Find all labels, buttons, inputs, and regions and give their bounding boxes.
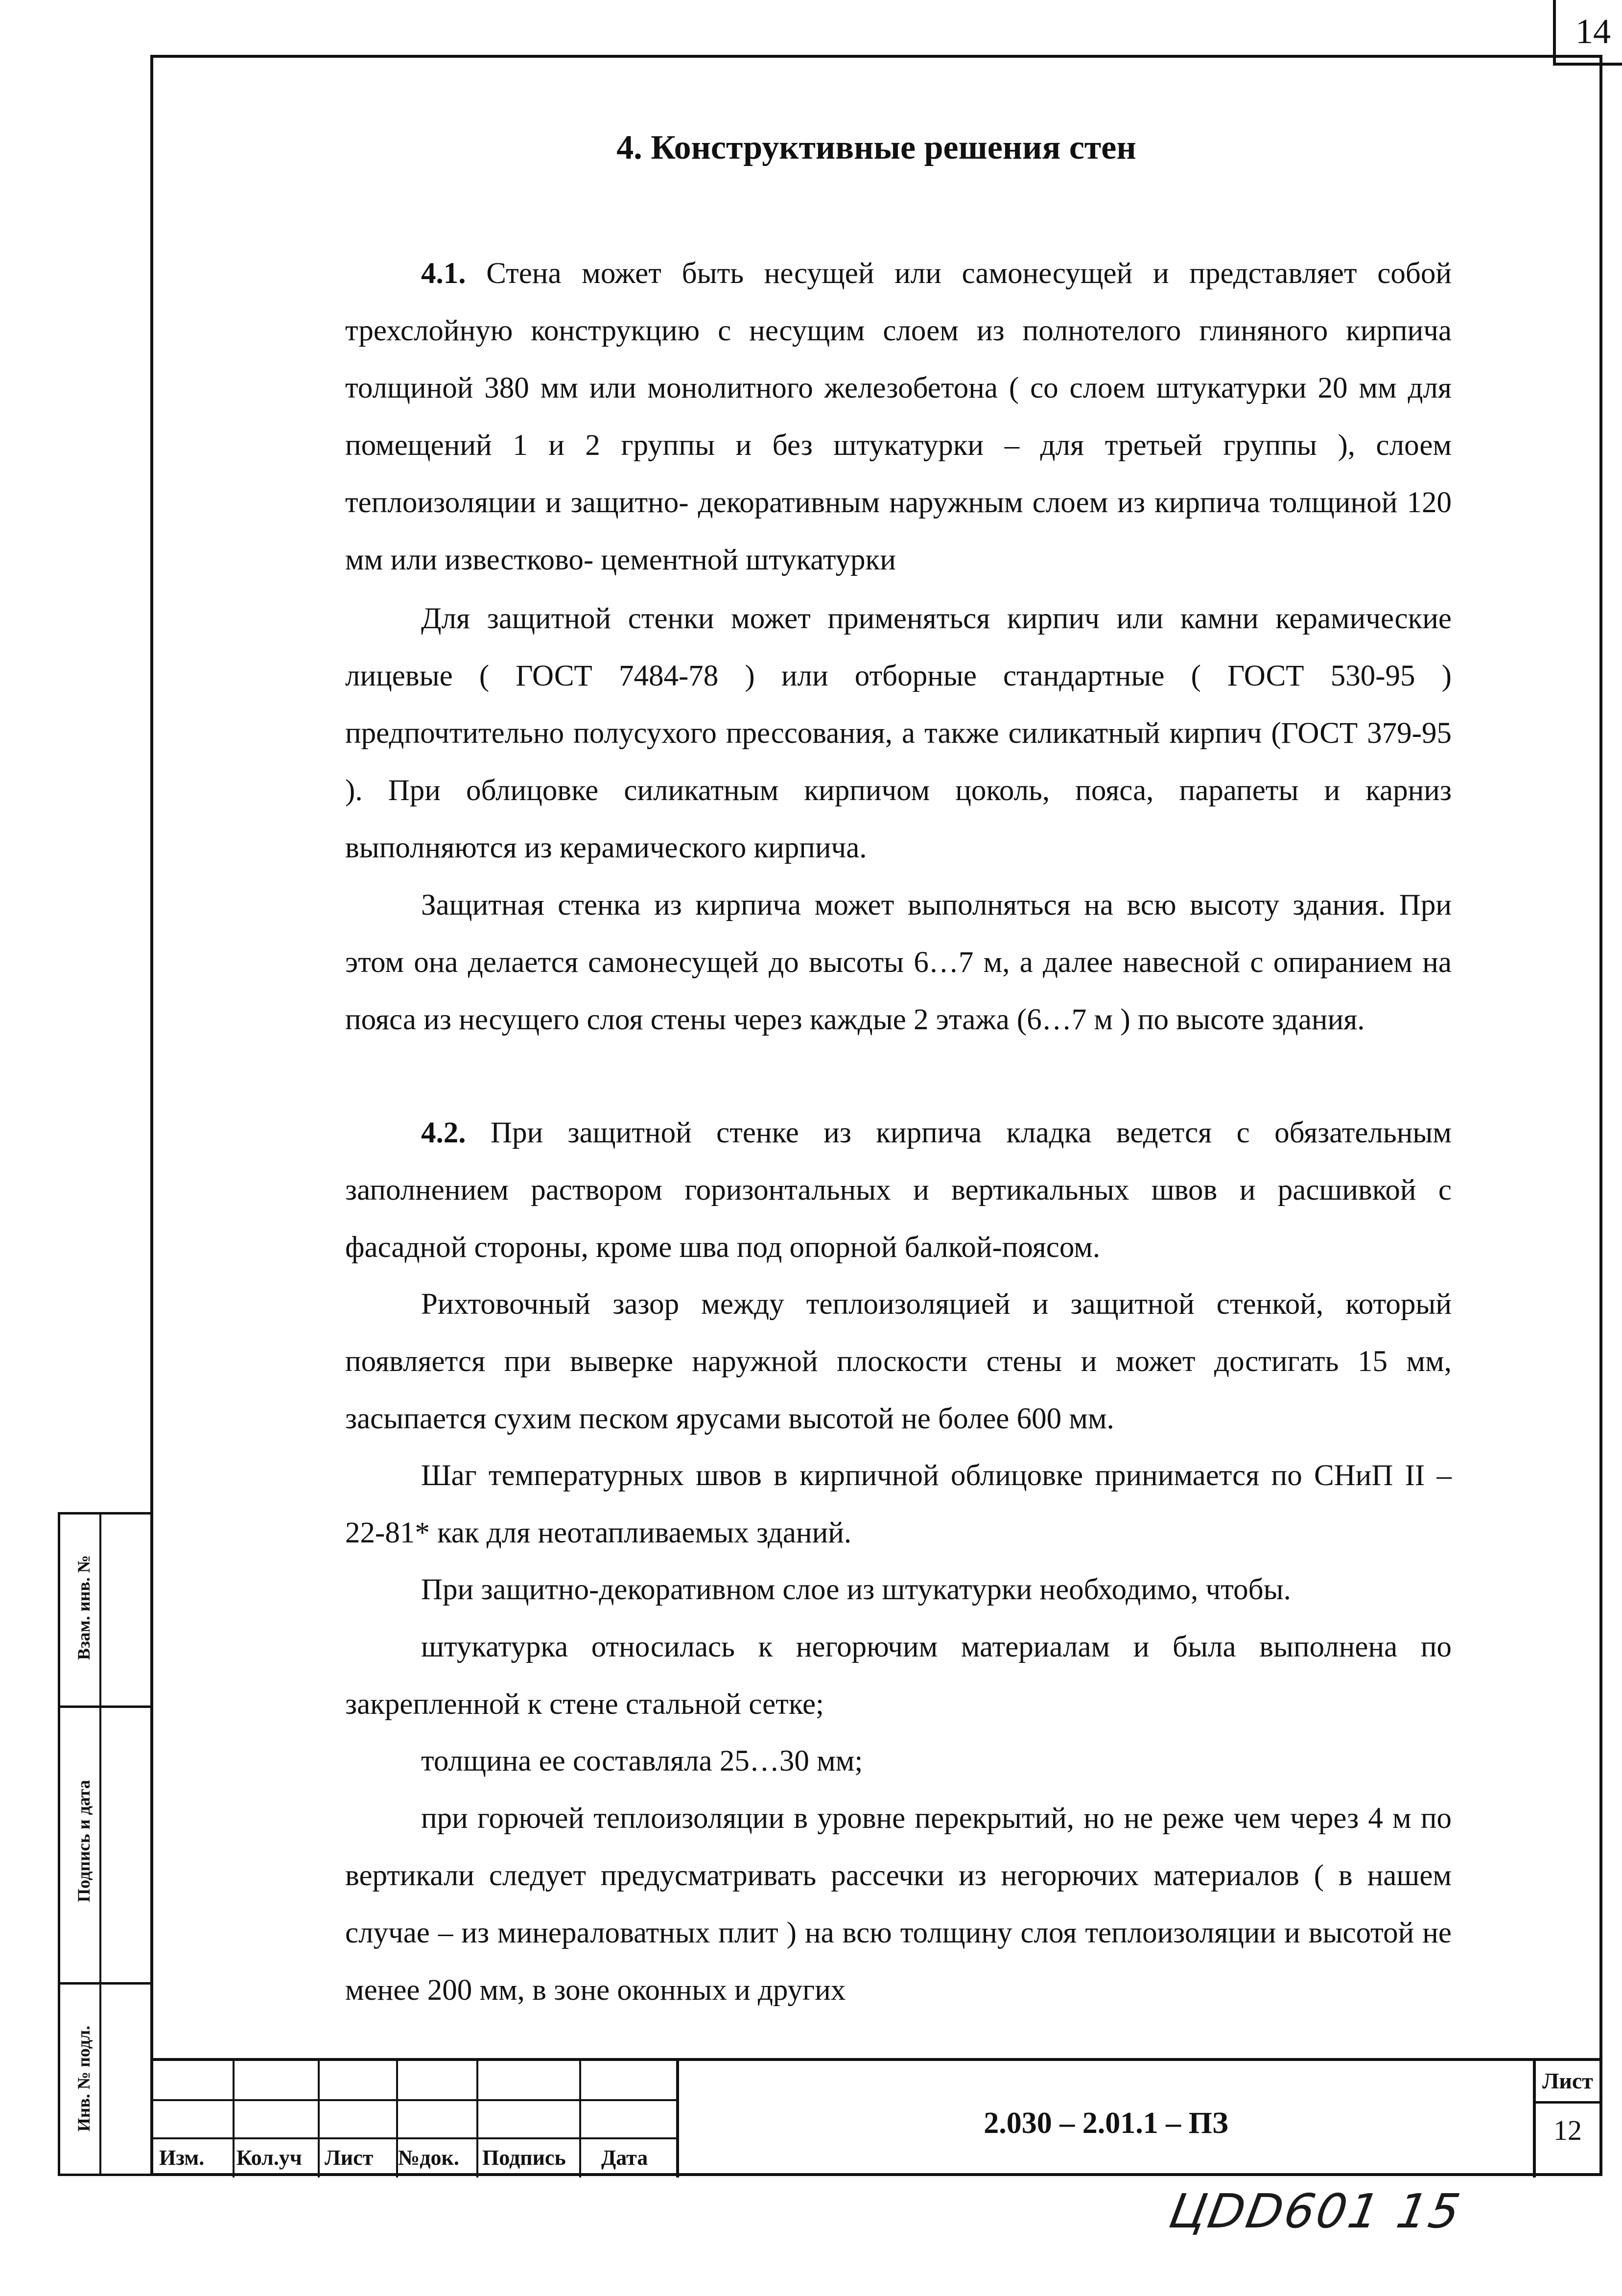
grid-line: [476, 2061, 478, 2178]
handwritten-note: ЦDD601 15: [1165, 2184, 1466, 2239]
paragraph-joints: Шаг температурных швов в кирпичной облицовке принимается по СНиП II – 22-81* как для неотапливаемых зданий.: [345, 1459, 1452, 1549]
corner-page-number: 14: [1575, 12, 1611, 51]
side-label-original-inv: Инв. № подл.: [74, 2025, 94, 2132]
grid-line: [153, 2099, 677, 2101]
col-label-kol: Кол.уч: [236, 2146, 302, 2170]
document-code: 2.030 – 2.01.1 – ПЗ: [984, 2107, 1228, 2140]
sheet-label: Лист: [1542, 2068, 1593, 2093]
side-label-signature-date: Подпись и дата: [74, 1780, 94, 1902]
paragraph-plaster-intro: При защитно-декоративном слое из штукатурки необходимо, чтобы.: [421, 1573, 1291, 1606]
paragraph-plaster-item-1: штукатурка относилась к негорючим материалам и была выполнена по закрепленной к стене стальной сетке;: [345, 1631, 1452, 1721]
col-label-podpis: Подпись: [482, 2146, 566, 2170]
col-label-list: Лист: [325, 2146, 374, 2170]
paragraph-number: 4.1.: [421, 257, 466, 290]
grid-line: [153, 2137, 677, 2139]
paragraph-plaster-item-3: при горючей теплоизоляции в уровне перекрытий, но не реже чем через 4 м по вертикали следует предусматривать рассечки из негорючих материалов ( в нашем случае – из минераловатных плит ) на всю толщину слоя теплоизоляции и высотой не менее 200 мм, в зоне оконных и других: [345, 1802, 1452, 2007]
sheet-divider: [1533, 2101, 1599, 2104]
side-stamp: [58, 1512, 153, 2176]
paragraph-plaster-item-2: толщина ее составляла 25…30 мм;: [421, 1745, 863, 1777]
side-vertical-line: [99, 1515, 101, 2174]
col-label-ndok: №док.: [398, 2146, 459, 2170]
title-block: [153, 2058, 1599, 2178]
side-label-replacement-inv: Взам. инв. №: [74, 1555, 94, 1660]
grid-line: [318, 2061, 320, 2178]
col-label-izm: Изм.: [159, 2146, 205, 2170]
grid-line: [233, 2061, 235, 2178]
col-label-data: Дата: [601, 2146, 648, 2170]
paragraph-text: Стена может быть несущей или самонесущей и представляет собой трехслойную конструкцию с несущим слоем из полнотелого глиняного кирпича толщиной 380 мм или монолитного железобетона ( со слоем штукатурки 20 мм для помещений 1 и 2 группы и без штукатурки – для третьей группы ), слоем теплоизоляции и защитно- декоративным наружным слоем из кирпича толщиной 120 мм или известково- цементной штукатурки: [345, 257, 1452, 576]
sheet-number: 12: [1553, 2114, 1582, 2146]
paragraph-text: При защитной стенке из кирпича кладка ведется с обязательным заполнением раствором горизонтальных и вертикальных швов и расшивкой с фасадной стороны, кроме шва под опорной балкой-поясом.: [345, 1116, 1452, 1264]
section-title: 4. Конструктивные решения стен: [616, 129, 1136, 166]
paragraph-protective-wall: Для защитной стенки может применяться кирпич или камни керамические лицевые ( ГОСТ 7484-78 ) или отборные стандартные ( ГОСТ 530-95 ) предпочтительно полусухого прессования, а также силикатный кирпич (ГОСТ 379-95 ). При облицовке силикатным кирпичом цоколь, пояса, парапеты и карниз выполняются из керамического кирпича.: [345, 602, 1452, 864]
paragraph-4-1: [345, 245, 1452, 589]
paragraph-protective-height: Защитная стенка из кирпича может выполняться на всю высоту здания. При этом она делается самонесущей до высоты 6…7 м, а далее навесной с опиранием на пояса из несущего слоя стены через каждые 2 этажа (6…7 м ) по высоте здания.: [345, 889, 1452, 1036]
grid-line: [579, 2061, 581, 2178]
paragraph-4-2: [345, 1104, 1452, 1276]
paragraph-number: 4.2.: [421, 1116, 466, 1149]
paragraph-gap: Рихтовочный зазор между теплоизоляцией и защитной стенкой, который появляется при выверке наружной плоскости стены и может достигать 15 мм, засыпается сухим песком ярусами высотой не более 600 мм.: [345, 1288, 1452, 1435]
